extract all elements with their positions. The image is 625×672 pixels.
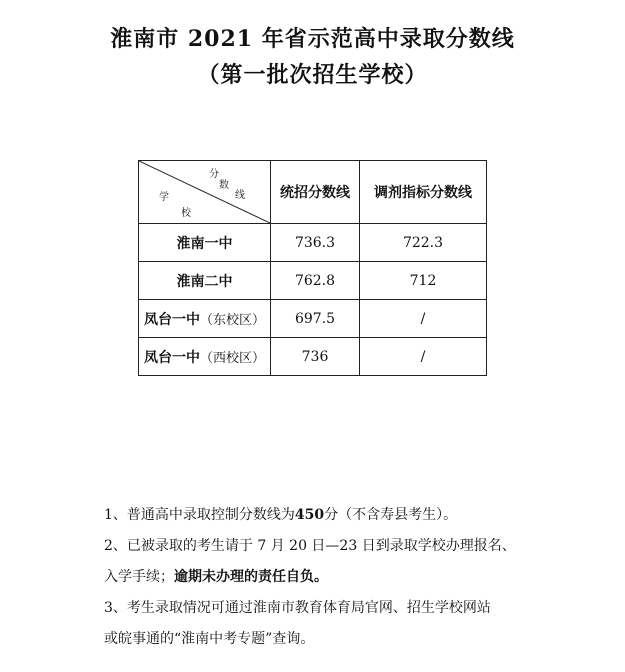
school-name: 淮南一中 (176, 235, 233, 252)
note-1-score: 450 (294, 507, 325, 523)
table-row (139, 262, 487, 300)
note-2-cont (104, 562, 524, 593)
table-header-row (139, 161, 487, 224)
adjusted-score-cell: / (360, 300, 487, 338)
note-3-text-b: 或皖事通的“淮南中考专题”查询。 (104, 631, 315, 647)
adjusted-score-cell: 722.3 (360, 224, 487, 262)
school-name: 淮南二中 (176, 273, 233, 290)
unified-score-cell: 736.3 (271, 224, 360, 262)
header-unified-score: 统招分数线 (271, 161, 360, 224)
note-3-cont (104, 624, 524, 655)
note-3-text-a: 3、考生录取情况可通过淮南市教育体育局官网、招生学校网站 (104, 600, 491, 616)
school-cell (139, 262, 271, 300)
notes-section (104, 500, 524, 655)
table-row (139, 300, 487, 338)
diag-label-xiao: 校 (181, 208, 191, 219)
table-row (139, 224, 487, 262)
campus-name: （西校区） (199, 350, 265, 366)
note-2-text-b: 入学手续； (104, 569, 174, 585)
adjusted-score-cell: / (360, 338, 487, 376)
diag-label-xue: 学 (159, 192, 169, 203)
unified-score-cell: 697.5 (271, 300, 360, 338)
note-1-text-c: 分（不含寿县考生）。 (324, 507, 458, 523)
note-3 (104, 593, 524, 624)
page-title: 淮南市 2021 年省示范高中录取分数线 (110, 26, 515, 52)
page-subtitle: （第一批次招生学校） (197, 62, 428, 88)
school-cell (139, 300, 271, 338)
adjusted-score-cell: 712 (360, 262, 487, 300)
school-name: 凤台一中 (143, 311, 200, 328)
header-adjusted-score: 调剂指标分数线 (360, 161, 487, 224)
note-2-text-a: 2、已被录取的考生请于 7 月 20 日—23 日到录取学校办理报名、 (104, 538, 516, 554)
unified-score-cell: 736 (271, 338, 360, 376)
school-cell (139, 338, 271, 376)
school-cell (139, 224, 271, 262)
diag-label-fen: 分 (209, 169, 219, 180)
unified-score-cell: 762.8 (271, 262, 360, 300)
table-row (139, 338, 487, 376)
note-1 (104, 500, 524, 531)
diag-label-xian: 线 (235, 190, 245, 201)
score-table (138, 160, 487, 376)
note-2-warning: 逾期未办理的责任自负。 (174, 569, 328, 585)
diag-label-shu: 数 (219, 180, 229, 191)
note-2 (104, 531, 524, 562)
note-1-text-a: 1、普通高中录取控制分数线为 (104, 507, 295, 523)
diagonal-header-cell (139, 161, 271, 224)
campus-name: （东校区） (199, 312, 265, 328)
school-name: 凤台一中 (143, 349, 200, 366)
